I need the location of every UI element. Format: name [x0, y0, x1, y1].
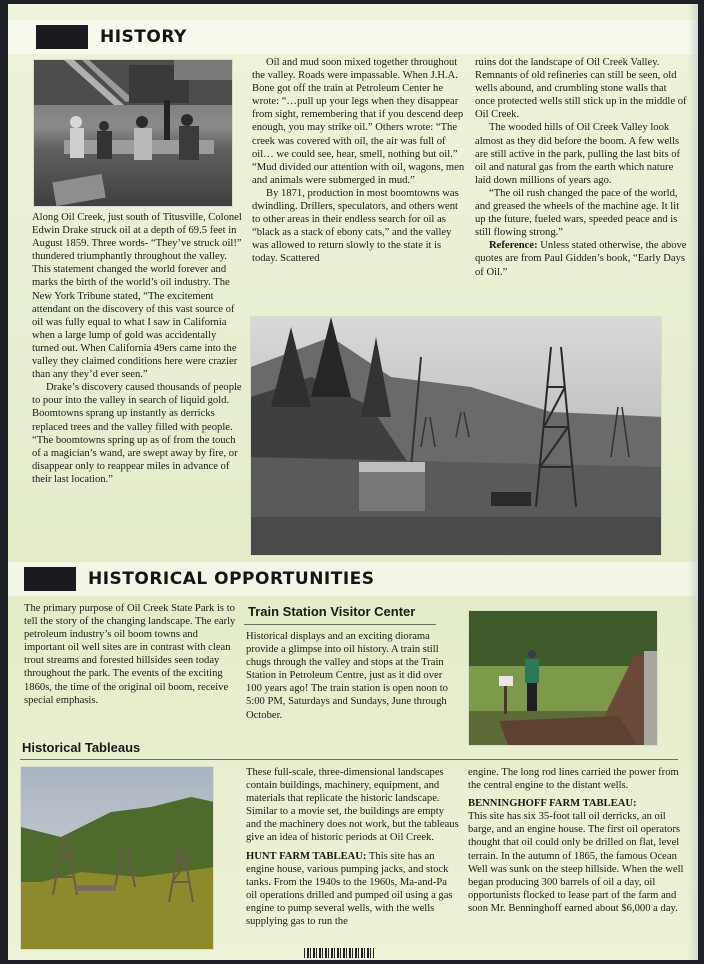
history-paragraph: Drake’s discovery caused thousands of people to pour into the valley in search of liquid gold. Boomtowns sprang up instantly as derricks replaced trees and the valley filled with people. “The boomtowns spring up as of from the touch of a magician’s wand, are swept away by fire, or disappear only to reappear miles in advance of their last location.” [32, 382, 242, 485]
benninghoff-farm-label: BENNINGHOFF FARM TABLEAU: [468, 798, 637, 810]
photo-tableau-derricks [20, 766, 214, 950]
intro-paragraph: The primary purpose of Oil Creek State Park is to tell the story of the changing landscape. The early petroleum industry’s oil boom towns and important oil well sites are in contrast with clean trout streams and forested hillsides seen today throughout the park. The events of the exciting 1860s, the time of the original oil boom, receive special emphasis. [24, 603, 236, 706]
tableaus-intro-paragraph: These full-scale, three-dimensional landscapes contain buildings, machinery, equipment, and materials that replicate the historic landscape. Similar to a movie set, the buildings are empty and the machinery does not work, but the tableaus give an idea of historic periods at Oil Creek. [246, 767, 459, 844]
tableaus-column-middle [246, 766, 460, 928]
drillers-photo-illustration [34, 60, 233, 207]
derricks-photo-illustration [251, 317, 662, 556]
reference-label: Reference: [489, 240, 538, 252]
history-paragraph: “The oil rush changed the pace of the world, and greased the wheels of the machine age. It lit up the future, fueled wars, speeded peace and is still flowing strong.” [475, 187, 680, 239]
reference-note [475, 239, 687, 278]
history-section-header [36, 25, 187, 49]
tableaus-column-right [468, 766, 688, 915]
divider [244, 624, 436, 625]
tableaus-heading: Historical Tableaus [22, 740, 141, 755]
opportunities-intro [24, 602, 236, 707]
train-station-text-block [246, 630, 448, 722]
photo-boardwalk-visitor [468, 610, 658, 746]
photo-drillers-group [33, 59, 233, 207]
history-paragraph: The wooded hills of Oil Creek Valley look almost as they did before the boom. A few wells are still active in the park, pulling the last bits of oil and natural gas from the earth which nature laid down millions of years ago. [475, 122, 681, 186]
hunt-farm-label: HUNT FARM TABLEAU: [246, 850, 367, 862]
history-column-1 [32, 211, 242, 486]
history-paragraph: By 1871, production in most boomtowns was dwindling. Drillers, speculators, and others went to other areas in their endless search for oil as “black as a stack of ebony cats,” and the valley was allowed to return slowly to the state it is today. Scattered [252, 187, 459, 265]
history-column-2 [252, 56, 467, 266]
history-heading: HISTORY [100, 27, 187, 47]
hunt-farm-paragraph [246, 850, 460, 929]
hunt-farm-text: This site has an engine house, various pumping jacks, and stock tanks. From the 1940s to the 1960s, Ma-and-Pa oil operations drilled and pumped oil using a gas engine to pump several wells, with the wells supplying gas to run the [246, 850, 453, 928]
divider [20, 759, 678, 760]
history-paragraph: Along Oil Creek, just south of Titusville, Colonel Edwin Drake struck oil at a depth of 69.5 feet in August 1859. Three words- “They’ve struck oil!” thundered triumphantly throughout the valley. This statement changed the world forever and marks the birth of the world’s oil industry. The New York Tribune stated, “The excitement attendant on the discovery of this vast source of oil was fully equal to what I saw in California when a large lump of gold was accidentally turned out. When California 49ers came into the valley they claimed conditions here were crazier than any they’d ever seen.” [32, 212, 242, 381]
opportunities-heading: HISTORICAL OPPORTUNITIES [88, 569, 375, 589]
boardwalk-photo-illustration [469, 611, 658, 746]
benninghoff-farm-text: This site has six 35-foot tall oil derricks, an oil barge, and an engine house. The first oil operators thought that oil could only be drilled on flat, level terrain. In the autumn of 1865, the famous Ocean Well was sunk on the steep hillside. When the well began producing 300 barrels of oil a day, oil opportunists flocked to lease part of the farm and soon Mr. Benninghoff earned about $6,000 a day. [468, 811, 684, 914]
scan-artifact [304, 948, 374, 958]
photo-oil-derricks [250, 316, 662, 556]
brochure-page [8, 4, 698, 960]
reference-text: Unless stated otherwise, the above quotes are from Paul Gidden’s book, “Early Days of Oil.” [475, 240, 687, 278]
history-paragraph: Oil and mud soon mixed together throughout the valley. Roads were impassable. When J.H.A. Bone got off the train at Petroleum Center he wrote: “…pull up your legs when they disappear from sight, remembering that if you descend deep enough, you may strike oil.” Others wrote: “The creek was covered with oil, the air was full of oil… we could see, hear, smell, nothing but oil.” “Mud divided our attention with oil, wagons, men and animals were submerged in mud.” [252, 57, 465, 186]
train-station-heading: Train Station Visitor Center [248, 604, 416, 619]
history-paragraph: ruins dot the landscape of Oil Creek Valley. Remnants of old refineries can still be seen, old wells abound, and crumbling stone walls that once protected wells still stick up in the middle of Oil Creek. [475, 57, 687, 121]
opportunities-section-header [24, 567, 375, 591]
train-station-paragraph: Historical displays and an exciting diorama provide a glimpse into oil history. A train still chugs through the valley and stops at the Train Station in Petroleum Centre, just as it did over 100 years ago! The train station is open noon to 5:00 PM, Saturdays and Sundays, June through October. [246, 631, 448, 721]
history-column-3 [475, 56, 687, 279]
tableau-photo-illustration [21, 767, 214, 950]
heading-block [36, 25, 88, 49]
hunt-farm-continued: engine. The long rod lines carried the power from the central engine to the distant wells. [468, 767, 679, 792]
benninghoff-farm-label-line [468, 797, 688, 810]
heading-block [24, 567, 76, 591]
